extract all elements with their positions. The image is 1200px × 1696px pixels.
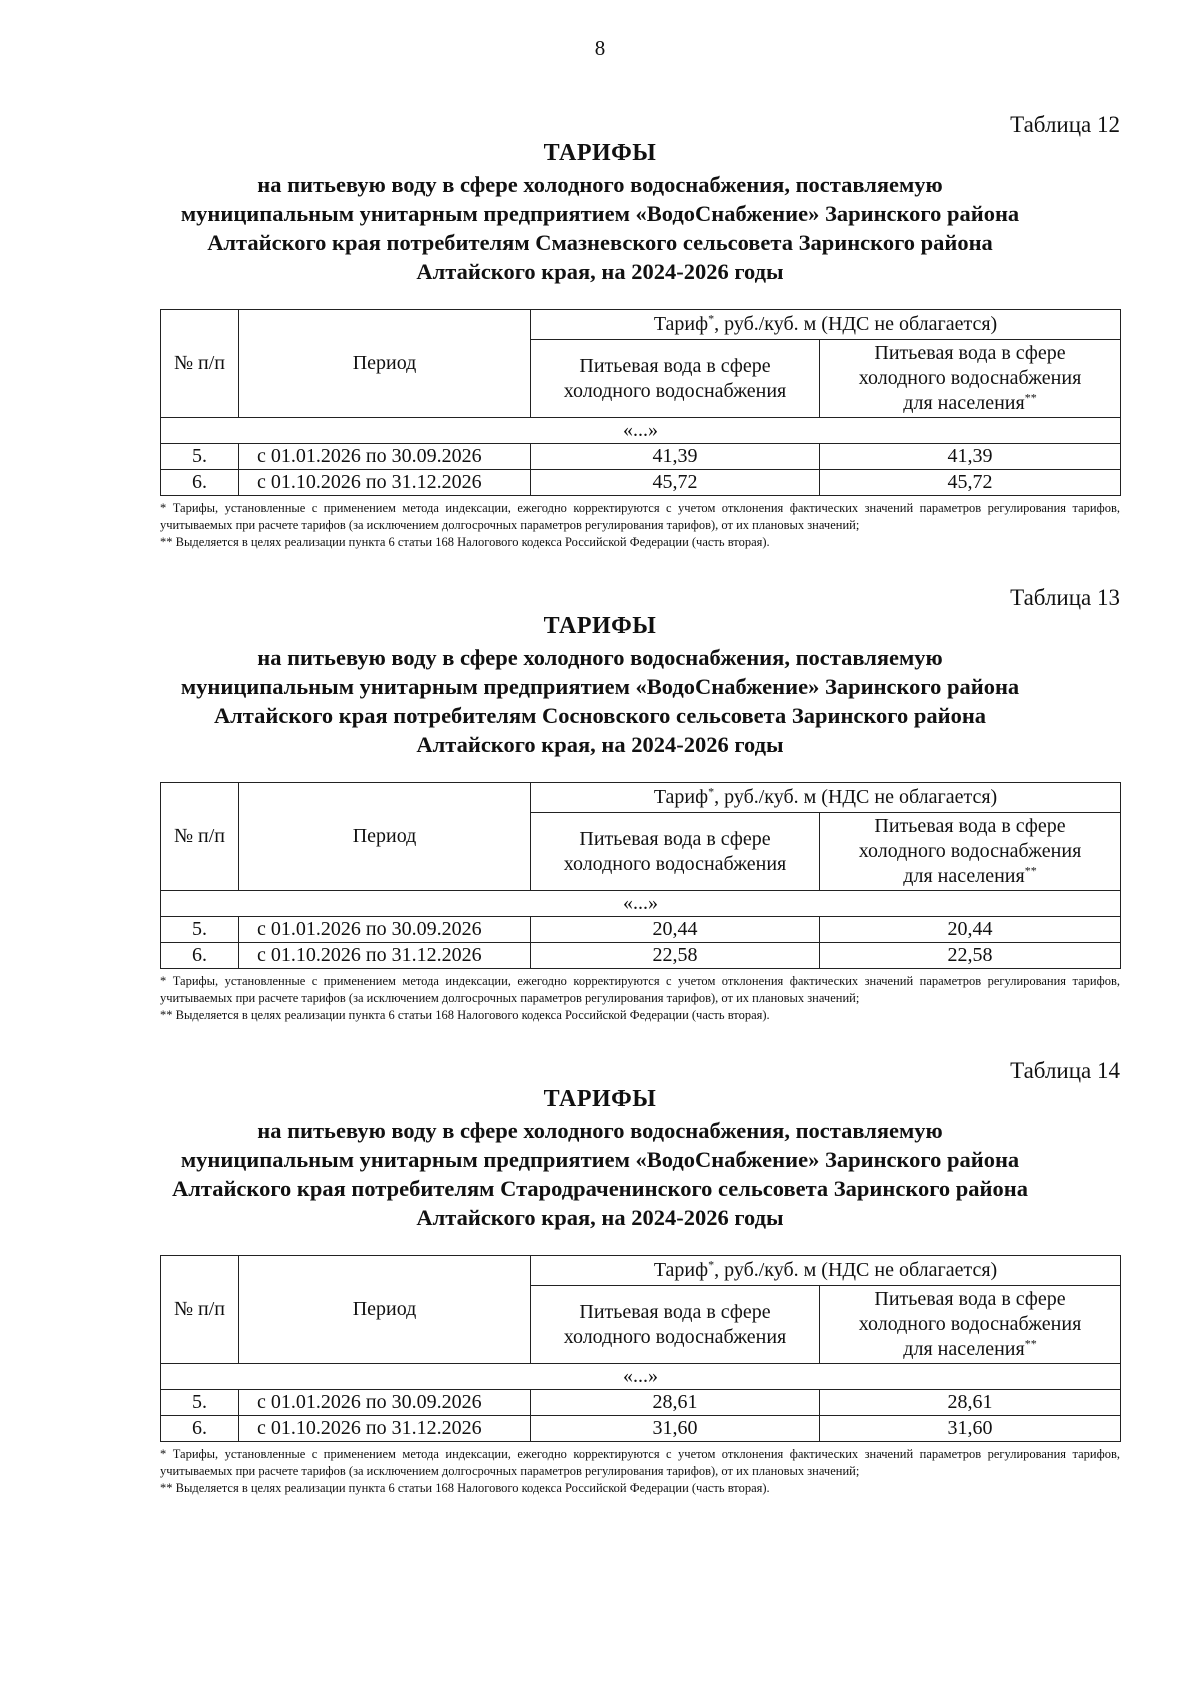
header-line: холодного водоснабжения [563, 379, 787, 402]
subtitle-line: на питьевую воду в сфере холодного водоснабжения, поставляемую [257, 1118, 943, 1143]
header-line [824, 1337, 1116, 1362]
row-num: 6. [161, 1416, 239, 1442]
row-num: 5. [161, 1390, 239, 1416]
subtitle-line: Алтайского края, на 2024-2026 годы [416, 732, 784, 757]
header-period: Период [239, 310, 531, 418]
row-value-drinking: 41,39 [531, 444, 820, 470]
header-tariff-group [531, 1256, 1121, 1286]
row-num: 5. [161, 444, 239, 470]
tariff-table [160, 782, 1121, 969]
row-num: 6. [161, 470, 239, 496]
header-population-text: для населения [903, 1338, 1025, 1360]
row-value-population: 28,61 [820, 1390, 1121, 1416]
header-tariff-unit: , руб./куб. м (НДС не облагается) [714, 1259, 998, 1281]
row-period: с 01.10.2026 по 31.12.2026 [239, 470, 531, 496]
ellipsis-row: «...» [161, 1364, 1121, 1390]
header-period: Период [239, 1256, 531, 1364]
subtitle-line: на питьевую воду в сфере холодного водоснабжения, поставляемую [257, 172, 943, 197]
footnote-indexation: * Тарифы, установленные с применением метода индексации, ежегодно корректируются с учетом отклонения фактических значений параметров регулирования тарифов, учитываемых при расчете тарифов (за исключением долгосрочных параметров регулирования тарифов), от их плановых значений; [160, 501, 1120, 532]
table-row [161, 1390, 1121, 1416]
header-tariff-word: Тариф [653, 1259, 709, 1281]
row-period: с 01.01.2026 по 30.09.2026 [239, 1390, 531, 1416]
row-period: с 01.10.2026 по 31.12.2026 [239, 943, 531, 969]
header-line: Питьевая вода в сфере [874, 342, 1066, 364]
header-population-text: для населения [903, 865, 1025, 887]
header-drinking-water [531, 340, 820, 418]
subtitle-line: муниципальным унитарным предприятием «ВодоСнабжение» Заринского района [180, 201, 1020, 226]
row-num: 5. [161, 917, 239, 943]
tariff-section-13 [0, 585, 1200, 1045]
subtitle-line: Алтайского края, на 2024-2026 годы [416, 1205, 784, 1230]
table-label: Таблица 12 [1010, 112, 1120, 137]
row-period: с 01.10.2026 по 31.12.2026 [239, 1416, 531, 1442]
footnote-mark: * [708, 784, 715, 799]
table-row [161, 444, 1121, 470]
row-value-population: 20,44 [820, 917, 1121, 943]
header-num: № п/п [161, 310, 239, 418]
header-line: Питьевая вода в сфере [579, 1300, 771, 1323]
ellipsis-row: «...» [161, 891, 1121, 917]
header-tariff-word: Тариф [653, 313, 709, 335]
doc-subtitle [150, 643, 1050, 759]
subtitle-line: муниципальным унитарным предприятием «ВодоСнабжение» Заринского района [180, 674, 1020, 699]
row-value-drinking: 22,58 [531, 943, 820, 969]
ellipsis-row: «...» [161, 418, 1121, 444]
footnote-indexation: * Тарифы, установленные с применением метода индексации, ежегодно корректируются с учетом отклонения фактических значений параметров регулирования тарифов, учитываемых при расчете тарифов (за исключением долгосрочных параметров регулирования тарифов), от их плановых значений; [160, 974, 1120, 1005]
row-num: 6. [161, 943, 239, 969]
header-population-text: для населения [903, 392, 1025, 414]
header-tariff-group [531, 310, 1121, 340]
header-line: холодного водоснабжения [858, 840, 1082, 862]
table-row [161, 1416, 1121, 1442]
footnote-mark: * [708, 311, 715, 326]
footnotes [160, 973, 1120, 1024]
doc-title: ТАРИФЫ [543, 613, 657, 639]
footnote-indexation: * Тарифы, установленные с применением метода индексации, ежегодно корректируются с учетом отклонения фактических значений параметров регулирования тарифов, учитываемых при расчете тарифов (за исключением долгосрочных параметров регулирования тарифов), от их плановых значений; [160, 1447, 1120, 1478]
footnote-mark: ** [1024, 390, 1037, 405]
footnotes [160, 500, 1120, 551]
header-num: № п/п [161, 1256, 239, 1364]
header-line [824, 391, 1116, 416]
row-value-population: 45,72 [820, 470, 1121, 496]
row-value-drinking: 28,61 [531, 1390, 820, 1416]
header-line: холодного водоснабжения [563, 1325, 787, 1348]
doc-subtitle [150, 1116, 1050, 1232]
footnote-mark: ** [1024, 863, 1037, 878]
footnote-tax-code: ** Выделяется в целях реализации пункта 6 статьи 168 Налогового кодекса Российской Федерации (часть вторая). [160, 1481, 770, 1495]
row-value-population: 22,58 [820, 943, 1121, 969]
footnote-mark: * [708, 1257, 715, 1272]
footnote-tax-code: ** Выделяется в целях реализации пункта 6 статьи 168 Налогового кодекса Российской Федерации (часть вторая). [160, 535, 770, 549]
row-value-population: 31,60 [820, 1416, 1121, 1442]
tariff-section-14 [0, 1058, 1200, 1518]
header-line: Питьевая вода в сфере [579, 827, 771, 850]
page-number: 8 [594, 36, 606, 60]
tariff-section-12 [0, 112, 1200, 572]
header-period: Период [239, 783, 531, 891]
doc-title: ТАРИФЫ [543, 1086, 657, 1112]
header-tariff-unit: , руб./куб. м (НДС не облагается) [714, 313, 998, 335]
header-num: № п/п [161, 783, 239, 891]
table-label: Таблица 13 [1010, 585, 1120, 610]
header-drinking-water-population [820, 1286, 1121, 1364]
row-value-drinking: 20,44 [531, 917, 820, 943]
table-label: Таблица 14 [1010, 1058, 1120, 1083]
header-drinking-water-population [820, 813, 1121, 891]
footnotes [160, 1446, 1120, 1497]
header-tariff-group [531, 783, 1121, 813]
table-row [161, 917, 1121, 943]
header-drinking-water [531, 1286, 820, 1364]
tariff-table [160, 309, 1121, 496]
footnote-tax-code: ** Выделяется в целях реализации пункта 6 статьи 168 Налогового кодекса Российской Федерации (часть вторая). [160, 1008, 770, 1022]
table-row [161, 470, 1121, 496]
footnote-mark: ** [1024, 1336, 1037, 1351]
doc-title: ТАРИФЫ [543, 140, 657, 166]
row-period: с 01.01.2026 по 30.09.2026 [239, 444, 531, 470]
header-drinking-water [531, 813, 820, 891]
row-value-drinking: 45,72 [531, 470, 820, 496]
subtitle-line: на питьевую воду в сфере холодного водоснабжения, поставляемую [257, 645, 943, 670]
row-value-drinking: 31,60 [531, 1416, 820, 1442]
subtitle-line: муниципальным унитарным предприятием «ВодоСнабжение» Заринского района [180, 1147, 1020, 1172]
doc-subtitle [150, 170, 1050, 286]
header-tariff-word: Тариф [653, 786, 709, 808]
subtitle-line: Алтайского края, на 2024-2026 годы [416, 259, 784, 284]
tariff-table [160, 1255, 1121, 1442]
row-value-population: 41,39 [820, 444, 1121, 470]
header-line: холодного водоснабжения [858, 1313, 1082, 1335]
header-line: холодного водоснабжения [858, 367, 1082, 389]
header-line [824, 864, 1116, 889]
header-line: холодного водоснабжения [563, 852, 787, 875]
header-drinking-water-population [820, 340, 1121, 418]
row-period: с 01.01.2026 по 30.09.2026 [239, 917, 531, 943]
subtitle-line: Алтайского края потребителям Стародраченинского сельсовета Заринского района [172, 1176, 1028, 1201]
table-row [161, 943, 1121, 969]
header-line: Питьевая вода в сфере [579, 354, 771, 377]
header-line: Питьевая вода в сфере [874, 815, 1066, 837]
subtitle-line: Алтайского края потребителям Смазневского сельсовета Заринского района [207, 230, 993, 255]
header-tariff-unit: , руб./куб. м (НДС не облагается) [714, 786, 998, 808]
header-line: Питьевая вода в сфере [874, 1288, 1066, 1310]
subtitle-line: Алтайского края потребителям Сосновского сельсовета Заринского района [213, 703, 987, 728]
